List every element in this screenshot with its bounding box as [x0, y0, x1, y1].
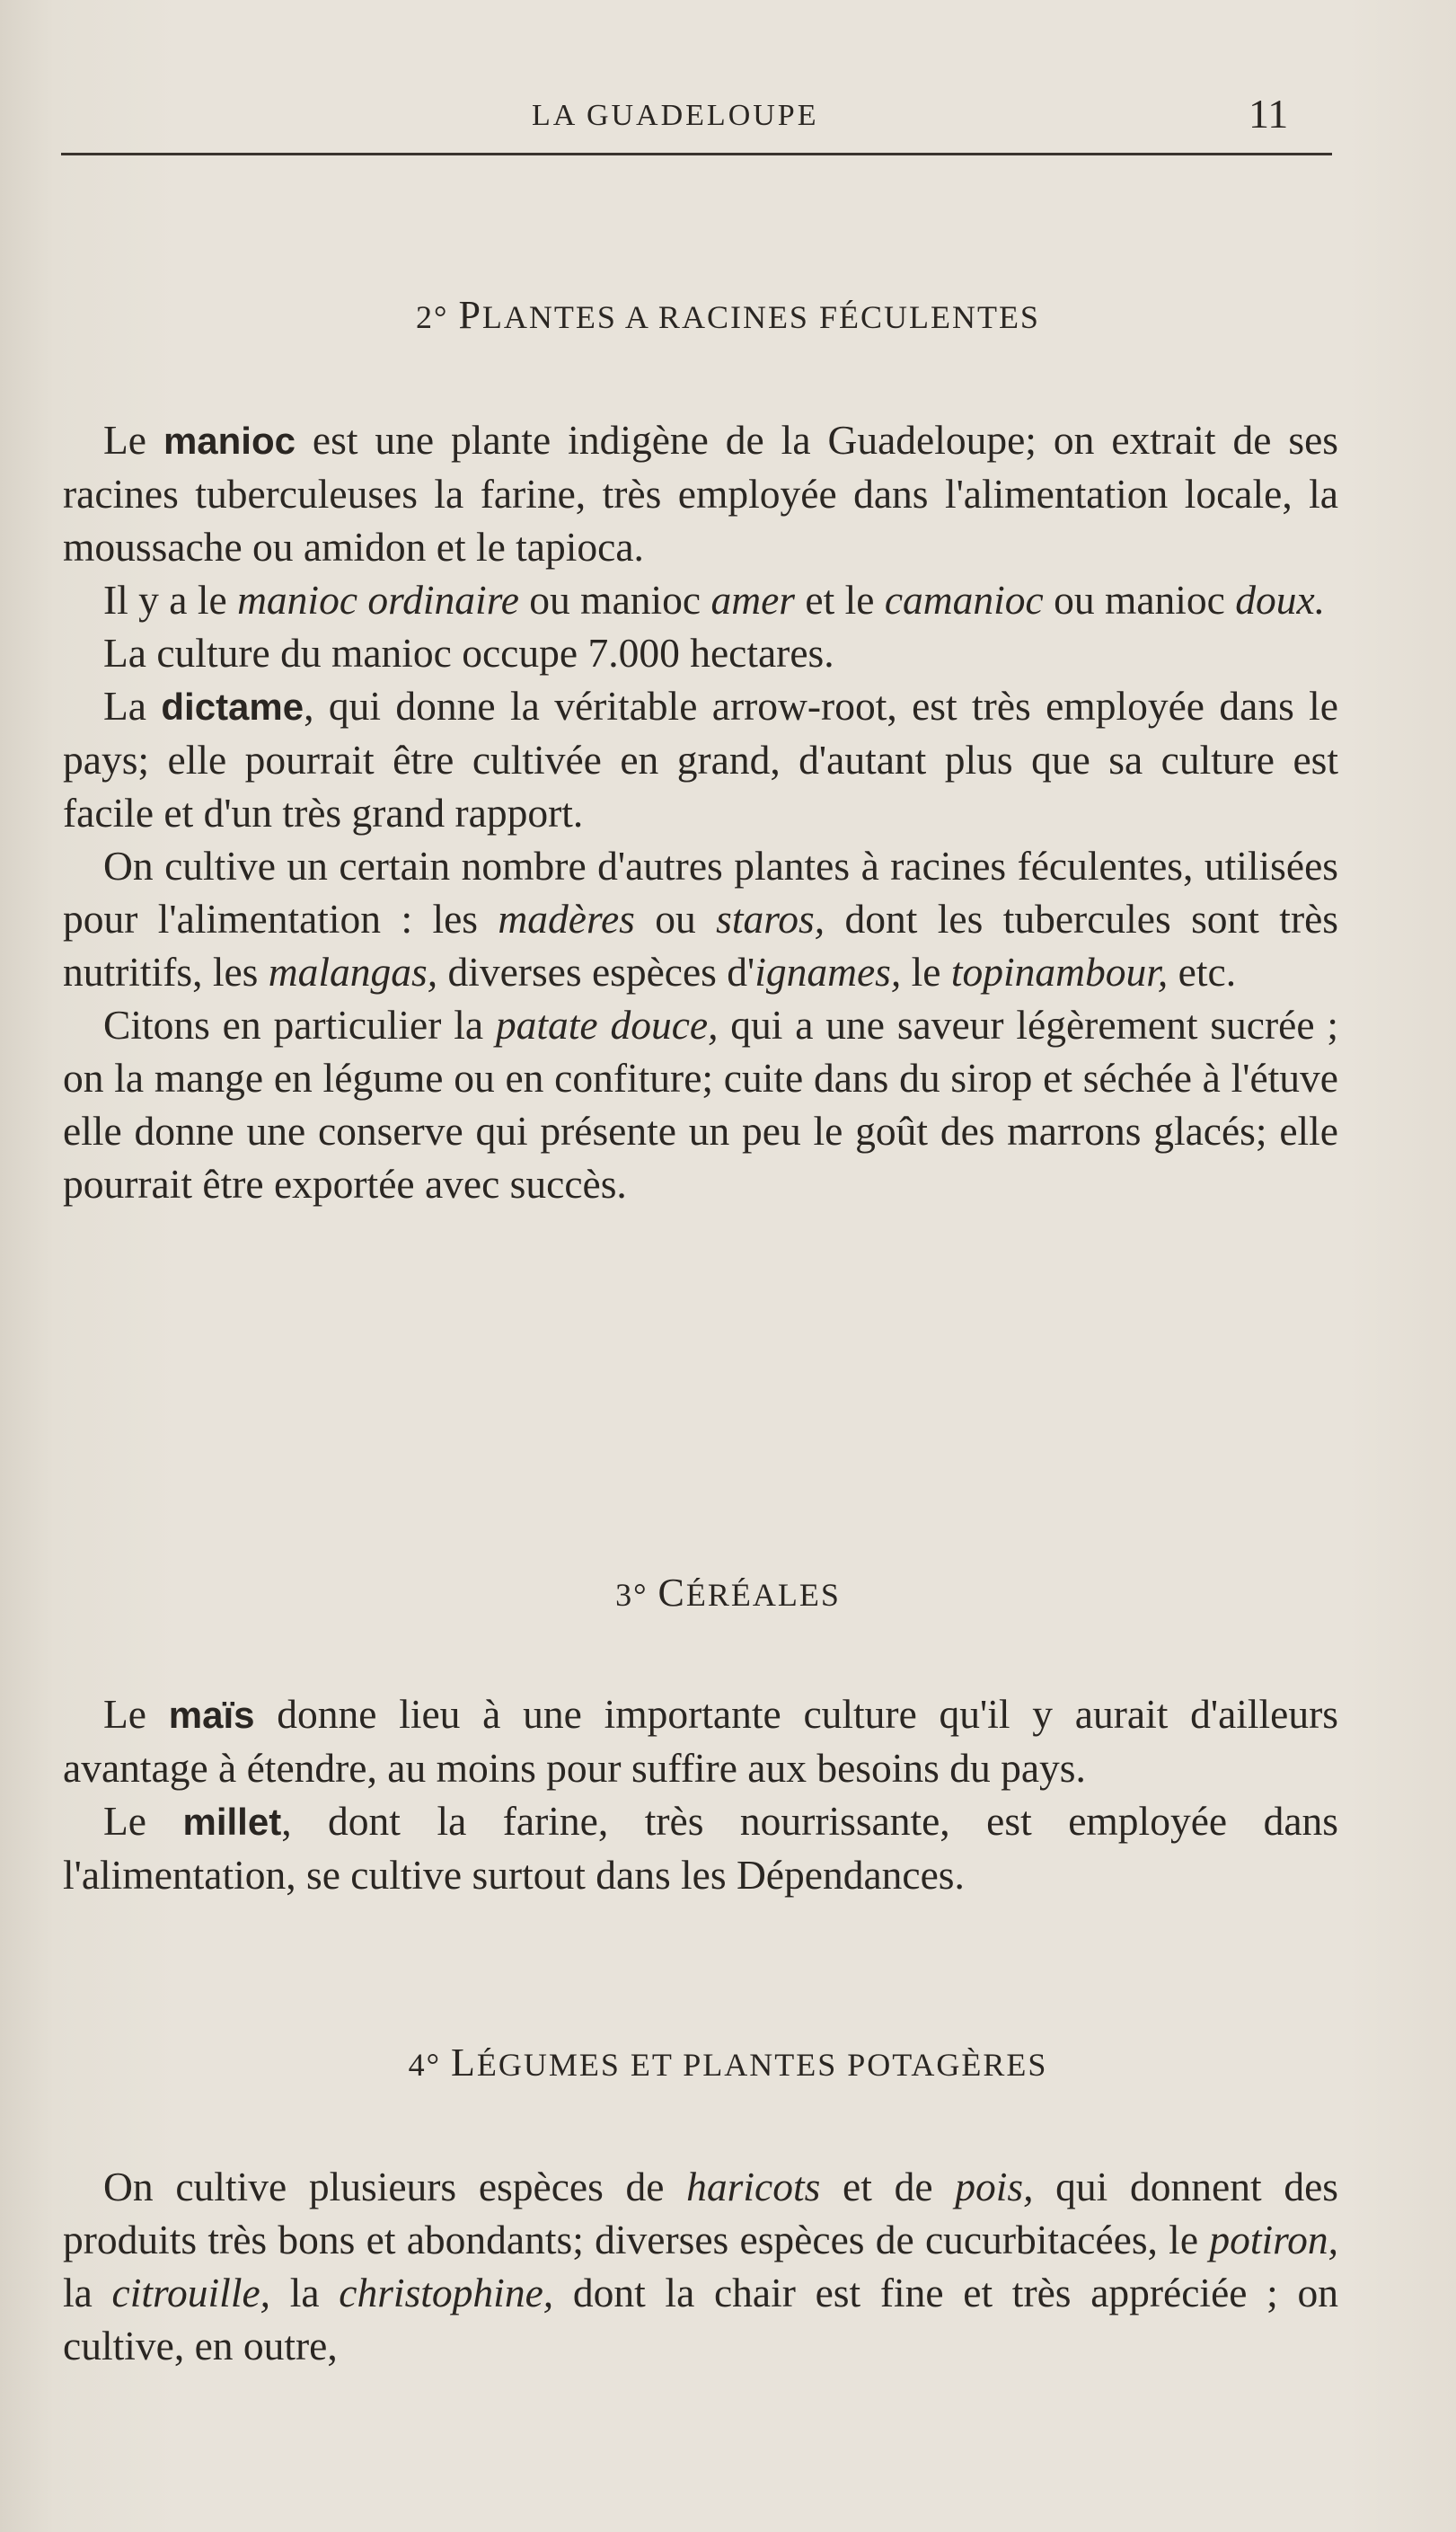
paragraph: Le millet, dont la farine, très nourrissante, est employée dans l'alimentation, se cultive surtout dans les Dépendances. — [63, 1798, 1338, 1898]
italic-term: topinambour, — [950, 949, 1169, 995]
running-title: LA GUADELOUPE — [532, 99, 819, 132]
paragraph: Il y a le manioc ordinaire ou manioc amer et le camanioc ou manioc doux. — [103, 577, 1326, 623]
heading-rest: LANTES A RACINES FÉCULENTES — [481, 299, 1040, 335]
paragraph: La dictame, qui donne la véritable arrow-root, est très employée dans le pays; elle pourrait être cultivée en grand, d'autant plus que sa culture est facile et d'un très grand rapport. — [63, 683, 1338, 836]
italic-term: doux. — [1235, 577, 1326, 623]
page-number: 11 — [1249, 91, 1289, 137]
section-number: 3° — [615, 1577, 649, 1613]
section-heading-cereals — [0, 1570, 1456, 1616]
section-heading-vegetables — [0, 2040, 1456, 2085]
header-rule — [61, 153, 1332, 155]
italic-term: ignames, — [754, 949, 902, 995]
heading-initial: P — [458, 293, 482, 337]
paragraph: On cultive plusieurs espèces de haricots et de pois, qui donnent des produits très bons et abondants; diverses espèces de cucurbitacées, le potiron, la citrouille, la christophine, dont la chair est fine et très appréciée ; on cultive, en outre, — [63, 2164, 1338, 2368]
section-body-starchy-roots — [63, 413, 1338, 1210]
paragraph: La culture du manioc occupe 7.000 hectares. — [103, 630, 834, 676]
italic-term: potiron, — [1209, 2217, 1338, 2262]
italic-term: madères — [498, 896, 635, 942]
paragraph: On cultive un certain nombre d'autres plantes à racines féculentes, utilisées pour l'alimentation : les madères ou staros, dont les tubercules sont très nutritifs, les malangas, diverses espèces d'ignames, le topinambour, etc. — [63, 843, 1339, 995]
italic-term: patate douce, — [495, 1002, 719, 1048]
heading-rest: ÉGUMES ET PLANTES POTAGÈRES — [476, 2047, 1048, 2083]
running-head — [0, 88, 1456, 142]
section-body-cereals — [63, 1687, 1338, 1901]
italic-term: citrouille, — [111, 2270, 271, 2315]
heading-initial: C — [657, 1571, 686, 1615]
italic-term: haricots — [686, 2164, 821, 2209]
heading-rest: ÉRÉALES — [685, 1577, 841, 1613]
italic-term: christophine, — [339, 2270, 554, 2315]
keyword: manioc — [163, 420, 296, 462]
italic-term: staros, — [716, 896, 825, 942]
italic-term: amer — [710, 577, 795, 623]
section-heading-starchy-roots — [0, 292, 1456, 338]
heading-initial: L — [451, 2041, 477, 2085]
italic-term: malangas, — [268, 949, 438, 995]
keyword: maïs — [168, 1694, 255, 1736]
paragraph: Le manioc est une plante indigène de la Guadeloupe; on extrait de ses racines tuberculeuses la farine, très employée dans l'alimentation locale, la moussache ou amidon et le tapioca. — [63, 417, 1338, 570]
italic-term: camanioc — [884, 577, 1044, 623]
paragraph: Citons en particulier la patate douce, qui a une saveur légèrement sucrée ; on la mange en légume ou en confiture; cuite dans du sirop et séchée à l'étuve elle donne une conserve qui présente un peu le goût des marrons glacés; elle pourrait être exportée avec succès. — [63, 1002, 1338, 1207]
section-body-vegetables — [63, 2160, 1338, 2372]
italic-term: manioc ordinaire — [237, 577, 519, 623]
italic-term: pois, — [955, 2164, 1034, 2209]
keyword: dictame — [161, 686, 304, 728]
section-number: 2° — [416, 299, 449, 335]
section-number: 4° — [408, 2047, 442, 2083]
keyword: millet — [182, 1801, 282, 1843]
paragraph: Le maïs donne lieu à une importante culture qu'il y aurait d'ailleurs avantage à étendre, au moins pour suffire aux besoins du pays. — [63, 1691, 1338, 1791]
